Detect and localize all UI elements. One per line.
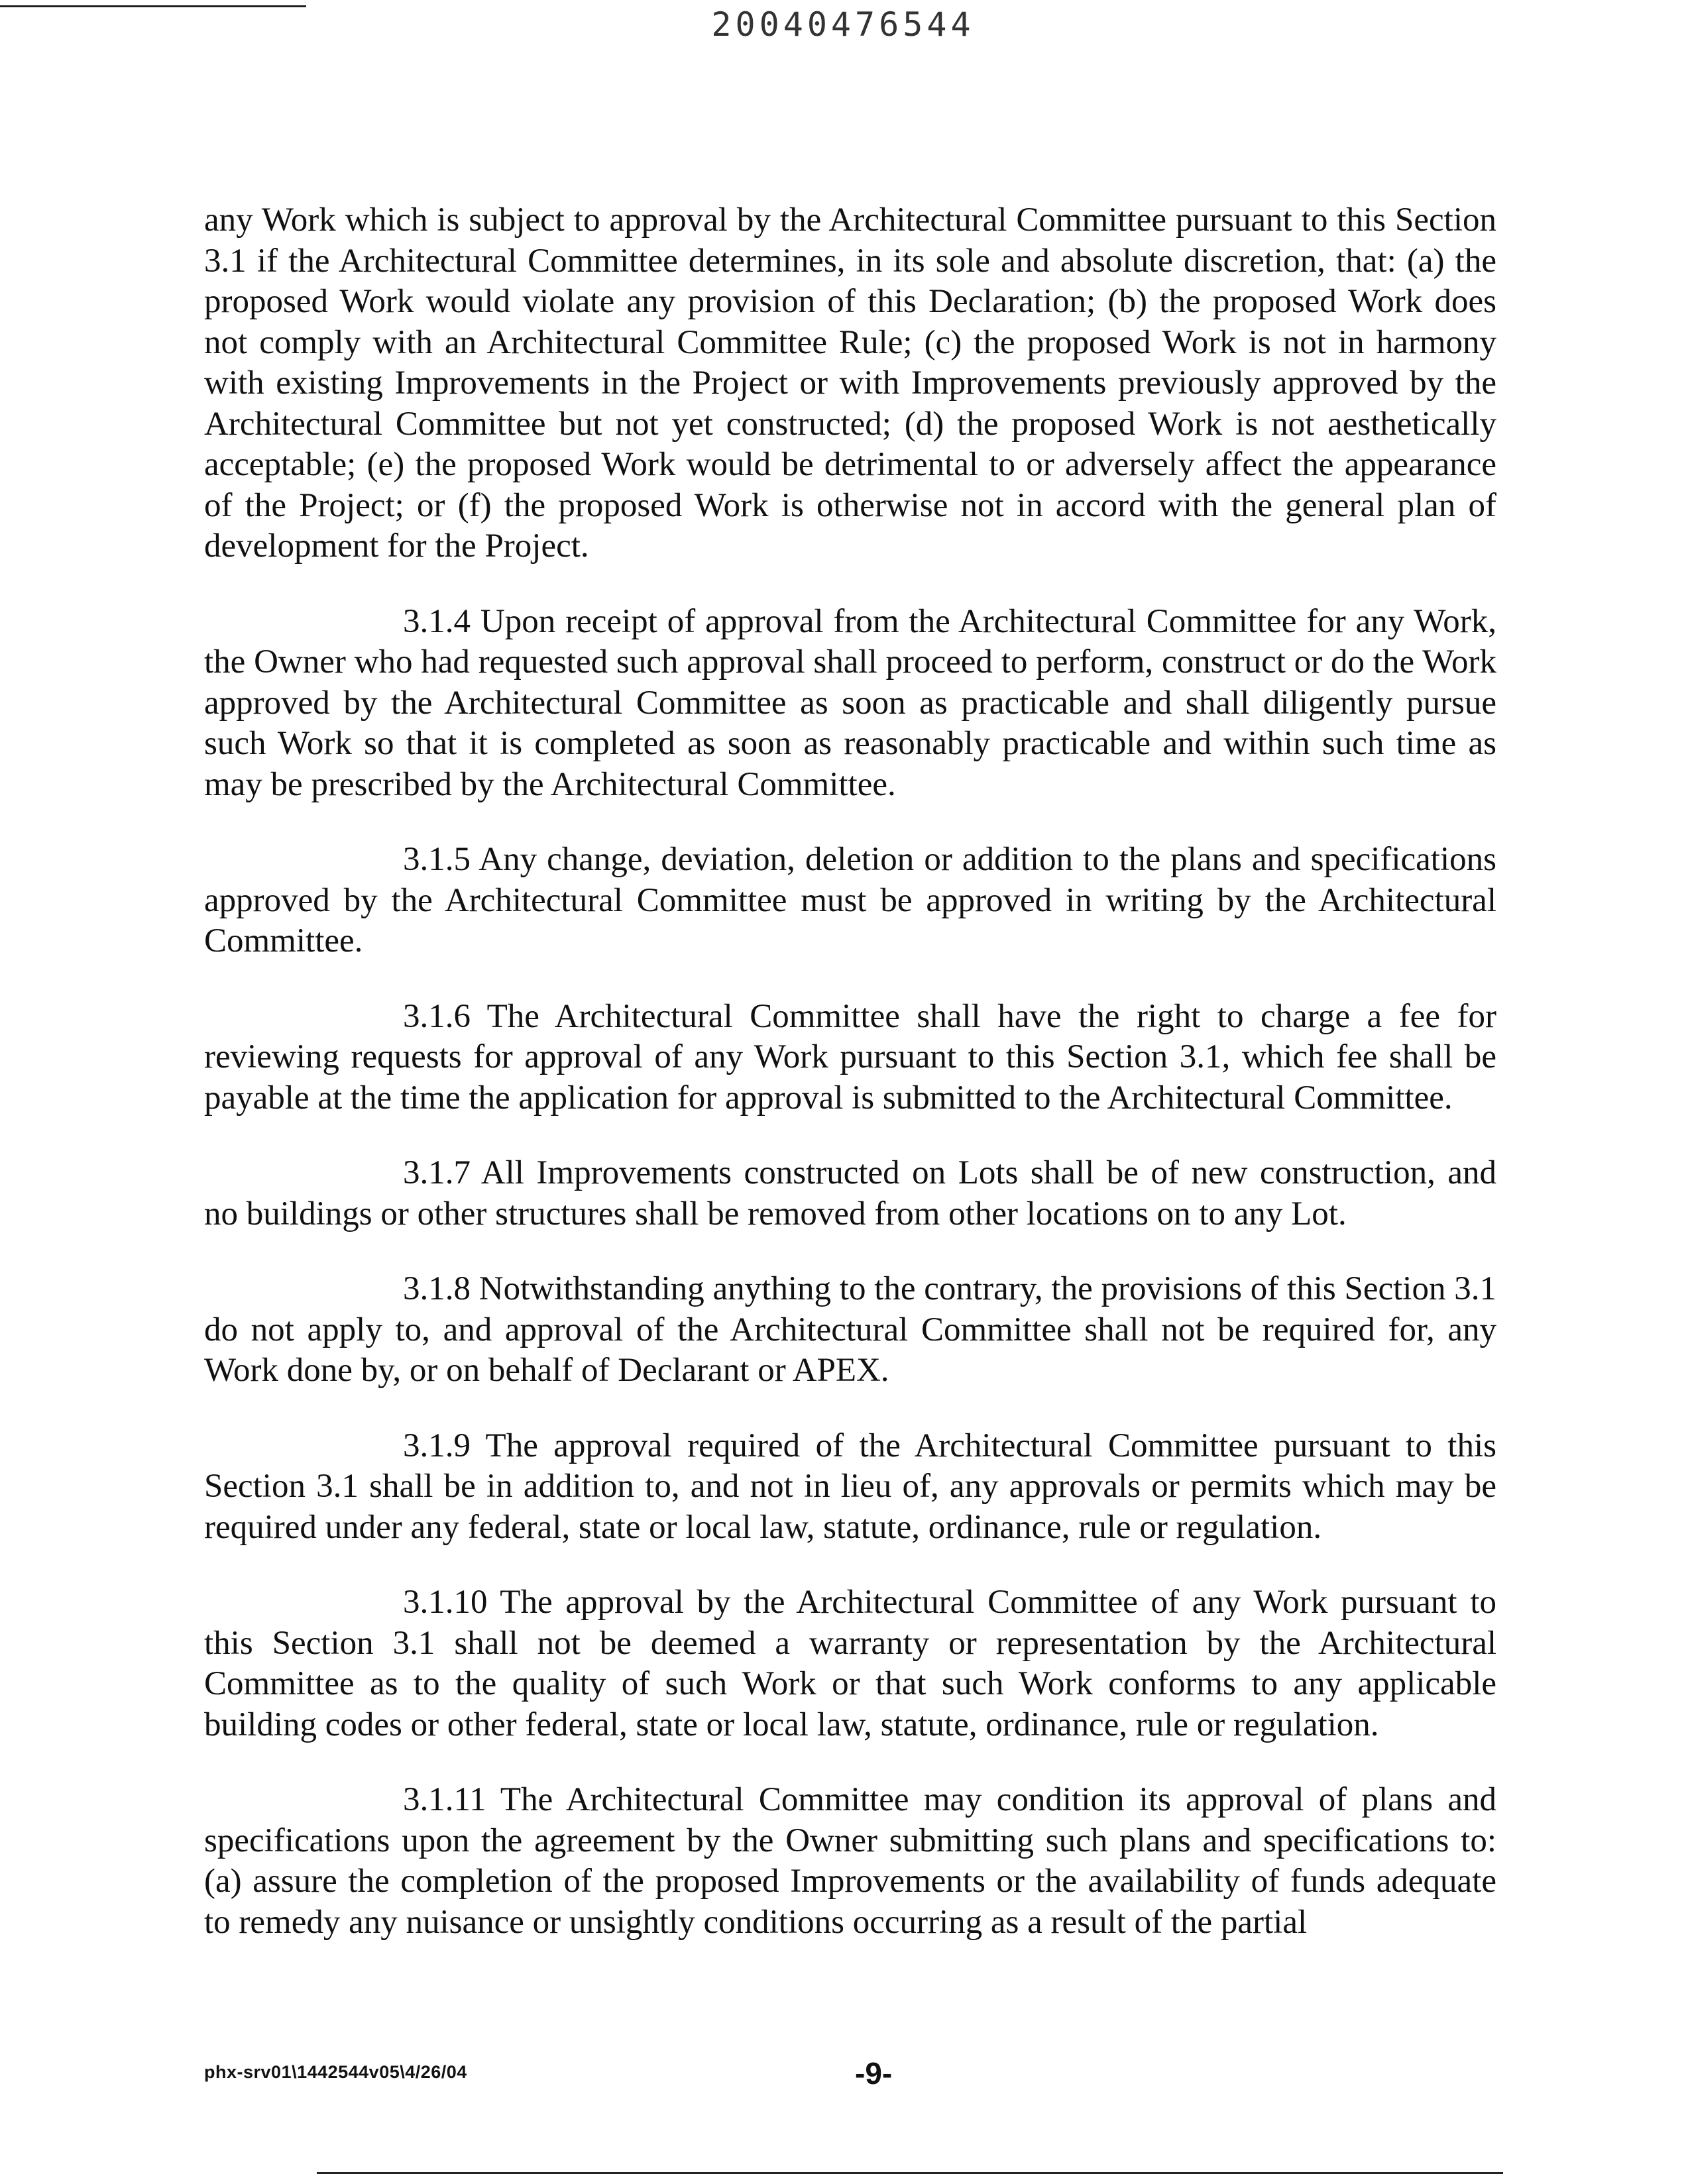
document-body (204, 200, 1496, 1977)
paragraph-3-1-11: 3.1.11 The Architectural Committee may condition its approval of plans and specifications upon the agreement by the Owner submitting such plans and specifications to: (a) assure the completion of the proposed Improvements or the availability of funds adequate to remedy any nuisance or unsightly conditions occurring as a result of the partial (204, 1781, 1496, 1941)
document-number: 20040476544 (711, 5, 975, 44)
paragraph-3-1-7: 3.1.7 All Improvements constructed on Lots shall be of new construction, and no buildings or other structures shall be removed from other locations on to any Lot. (204, 1154, 1496, 1232)
bottom-rule (317, 2172, 1503, 2174)
paragraph-3-1-8: 3.1.8 Notwithstanding anything to the contrary, the provisions of this Section 3.1 do not apply to, and approval of the Architectural Committee shall not be required for, any Work done by, or on behalf of Declarant or APEX. (204, 1270, 1496, 1389)
page-number: -9- (855, 2056, 893, 2091)
paragraph-3-1-5: 3.1.5 Any change, deviation, deletion or addition to the plans and specifications approved by the Architectural Committee must be approved in writing by the Architectural Committee. (204, 841, 1496, 959)
paragraph-3-1-6: 3.1.6 The Architectural Committee shall have the right to charge a fee for reviewing requests for approval of any Work pursuant to this Section 3.1, which fee shall be payable at the time the application for approval is submitted to the Architectural Committee. (204, 997, 1496, 1117)
footer-file-id: phx-srv01\1442544v05\4/26/04 (204, 2062, 467, 2082)
paragraph-3-1-10: 3.1.10 The approval by the Architectural Committee of any Work pursuant to this Section 3.1 shall not be deemed a warranty or representation by the Architectural Committee as to the quality of such Work or that such Work conforms to any applicable building codes or other federal, state or local law, statute, ordinance, rule or regulation. (204, 1584, 1496, 1743)
paragraph-3-1-4: 3.1.4 Upon receipt of approval from the Architectural Committee for any Work, the Owner who had requested such approval shall proceed to perform, construct or do the Work approved by the Architectural Committee as soon as practicable and shall diligently pursue such Work so that it is completed as soon as reasonably practicable and within such time as may be prescribed by the Architectural Committee. (204, 602, 1496, 803)
paragraph-continuation: any Work which is subject to approval by the Architectural Committee pursuant to this Section 3.1 if the Architectural Committee determines, in its sole and absolute discretion, that: (a) the proposed Work would violate any provision of this Declaration; (b) the proposed Work does not comply with an Architectural Committee Rule; (c) the proposed Work is not in harmony with existing Improvements in the Project or with Improvements previously approved by the Architectural Committee but not yet constructed; (d) the proposed Work is not aesthetically acceptable; (e) the proposed Work would be detrimental to or adversely affect the appearance of the Project; or (f) the proposed Work is otherwise not in accord with the general plan of development for the Project. (204, 201, 1496, 565)
paragraph-3-1-9: 3.1.9 The approval required of the Architectural Committee pursuant to this Section 3.1 shall be in addition to, and not in lieu of, any approvals or permits which may be required under any federal, state or local law, statute, ordinance, rule or regulation. (204, 1427, 1496, 1546)
